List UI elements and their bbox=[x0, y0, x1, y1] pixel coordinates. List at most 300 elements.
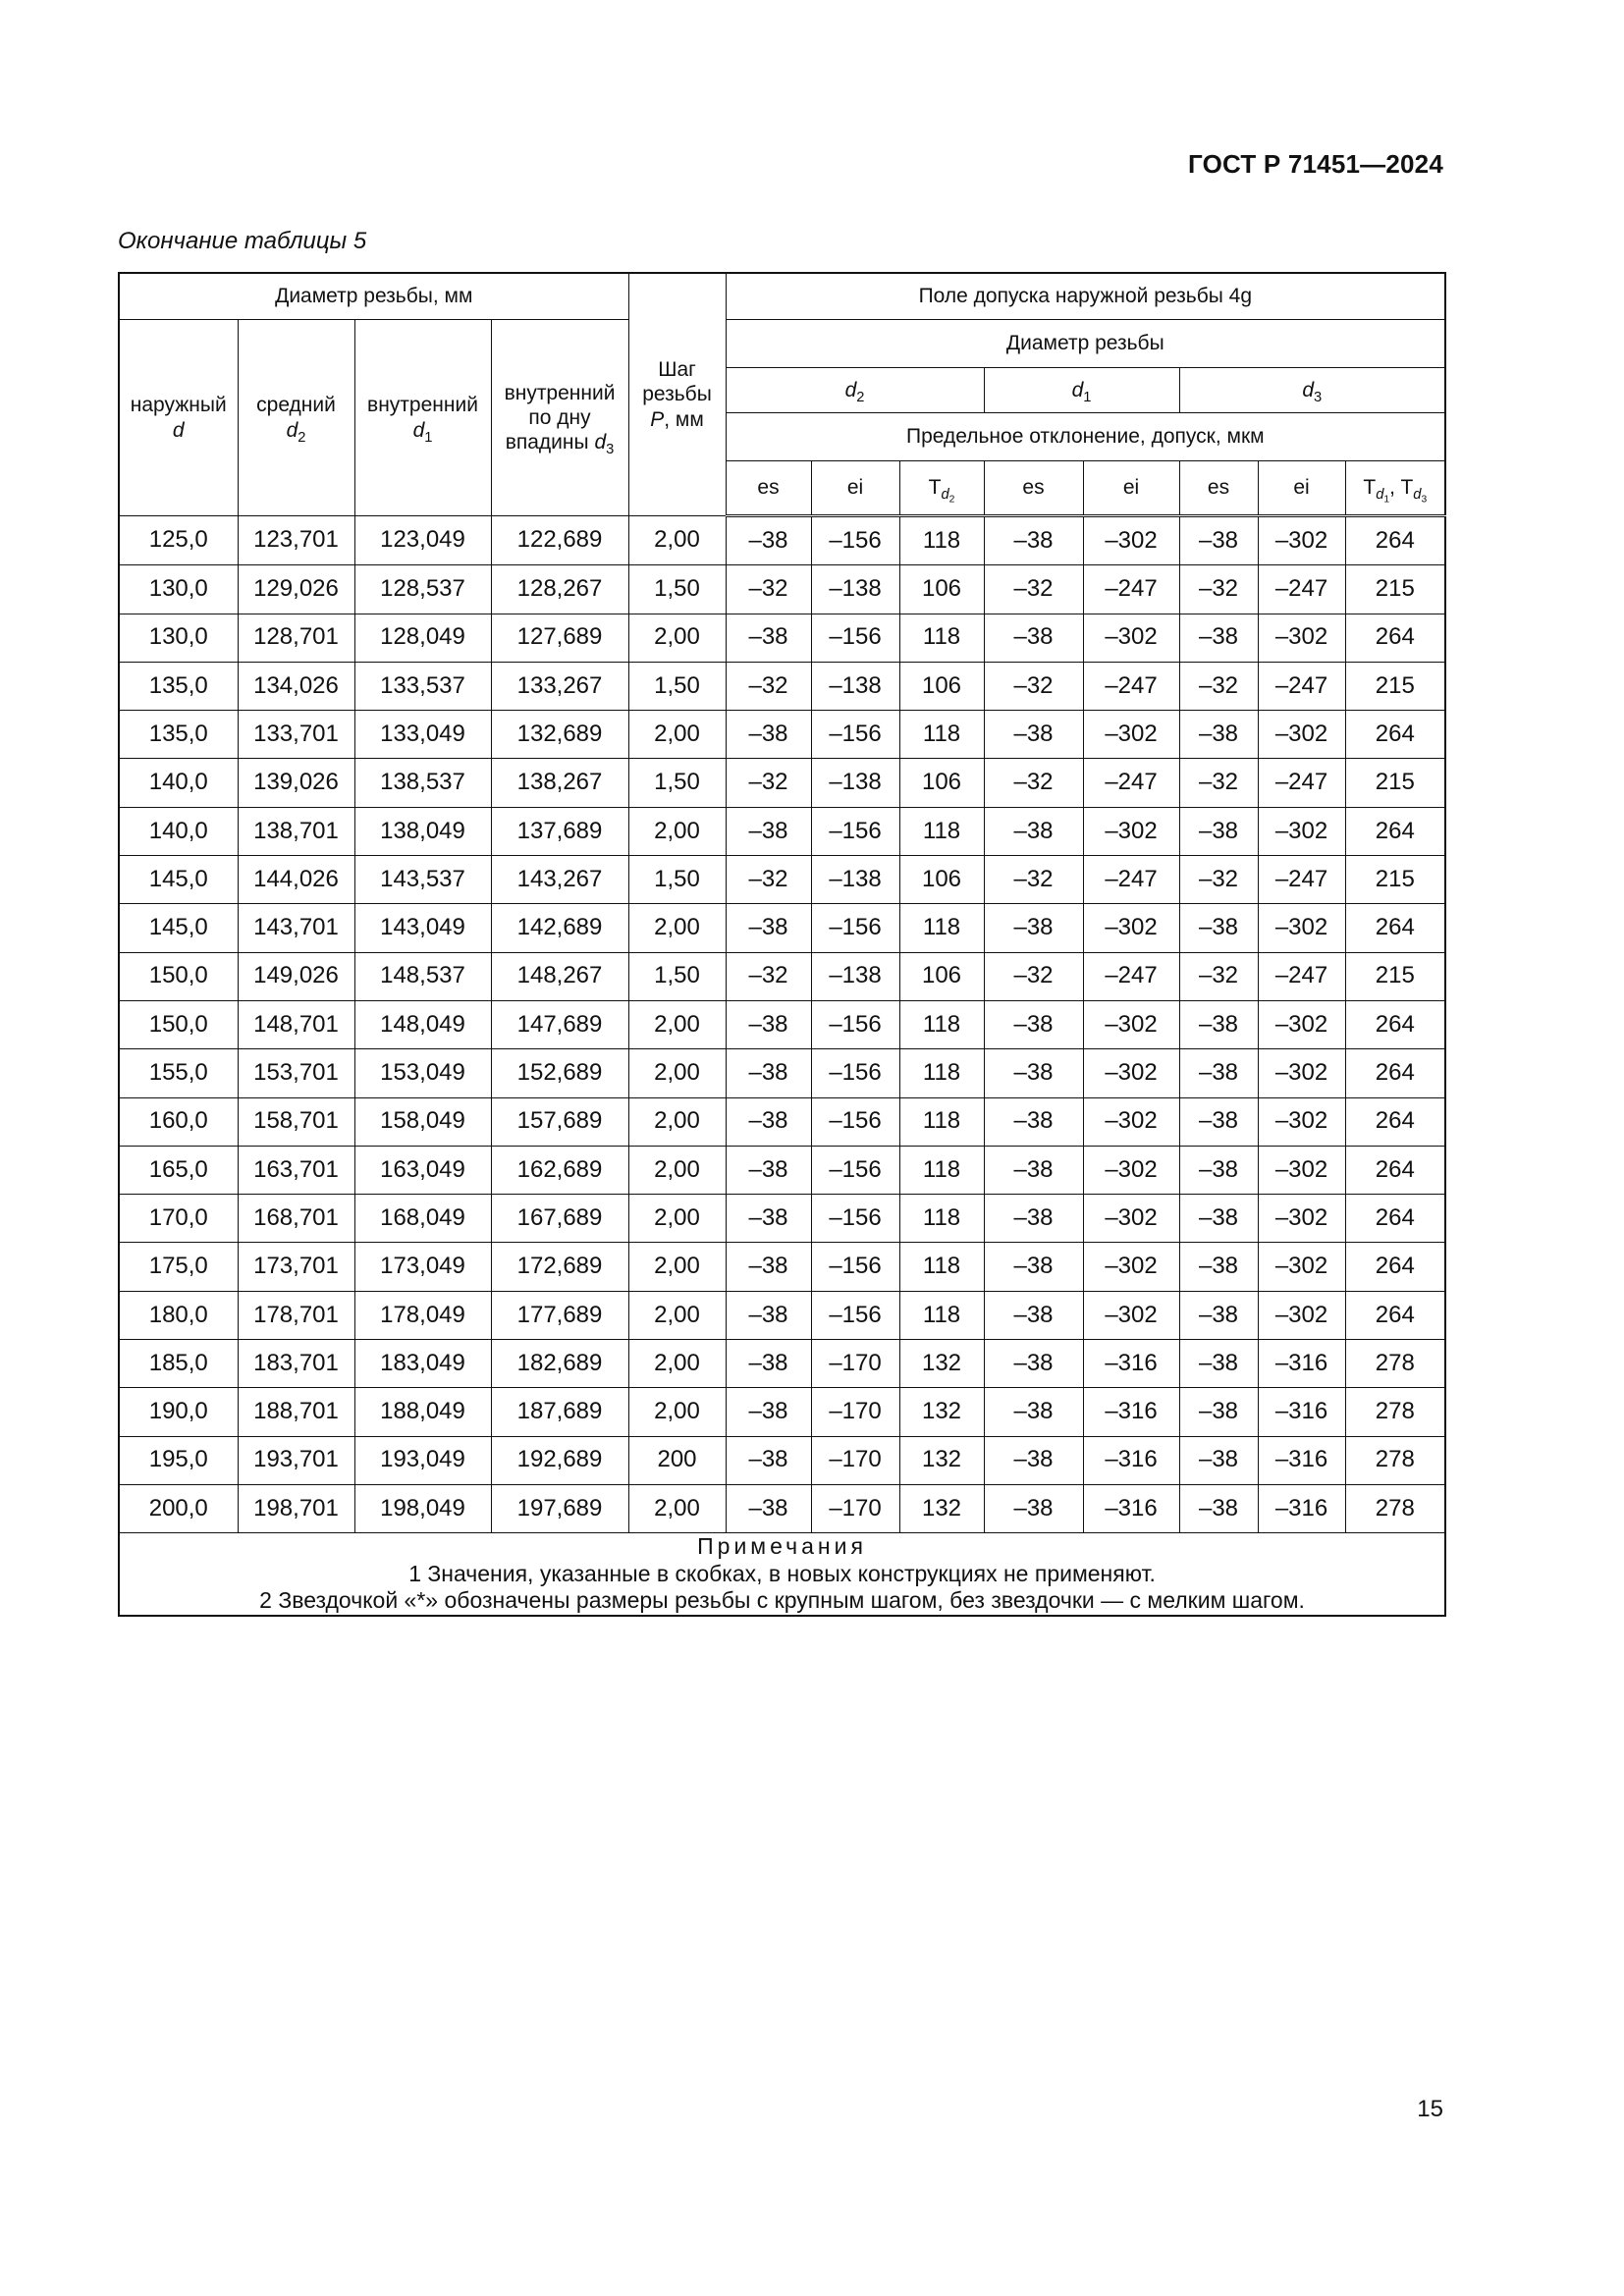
table-cell: 264 bbox=[1345, 1000, 1445, 1048]
table-cell: 264 bbox=[1345, 1097, 1445, 1146]
table-cell: –170 bbox=[811, 1484, 899, 1532]
table-cell: 183,701 bbox=[238, 1340, 354, 1388]
table-cell: –302 bbox=[1083, 904, 1179, 952]
table-cell: 148,049 bbox=[354, 1000, 491, 1048]
table-cell: –38 bbox=[726, 904, 811, 952]
table-cell: –302 bbox=[1258, 1097, 1345, 1146]
table-cell: –38 bbox=[1179, 1146, 1258, 1194]
table-cell: –32 bbox=[984, 856, 1083, 904]
table-cell: 123,049 bbox=[354, 516, 491, 565]
header-thread-diameter: Диаметр резьбы bbox=[726, 320, 1445, 368]
table-cell: –38 bbox=[726, 1291, 811, 1339]
header-deviation: Предельное отклонение, допуск, мкм bbox=[726, 413, 1445, 461]
table-row bbox=[119, 565, 1445, 614]
table-cell: –38 bbox=[726, 1340, 811, 1388]
table-cell: 215 bbox=[1345, 952, 1445, 1000]
table-row bbox=[119, 1049, 1445, 1097]
table-cell: 153,701 bbox=[238, 1049, 354, 1097]
table-cell: –32 bbox=[726, 565, 811, 614]
table-cell: 128,267 bbox=[491, 565, 628, 614]
table-cell: –32 bbox=[726, 759, 811, 807]
table-cell: –38 bbox=[1179, 614, 1258, 662]
table-cell: 118 bbox=[899, 904, 984, 952]
table-cell: 148,537 bbox=[354, 952, 491, 1000]
table-cell: –138 bbox=[811, 952, 899, 1000]
table-cell: 145,0 bbox=[119, 856, 238, 904]
table-cell: –32 bbox=[726, 952, 811, 1000]
table-cell: –38 bbox=[726, 1146, 811, 1194]
table-cell: 264 bbox=[1345, 614, 1445, 662]
table-cell: –156 bbox=[811, 1049, 899, 1097]
table-cell: –32 bbox=[1179, 565, 1258, 614]
table-cell: 193,049 bbox=[354, 1436, 491, 1484]
table-cell: 278 bbox=[1345, 1388, 1445, 1436]
table-cell: 215 bbox=[1345, 565, 1445, 614]
table-cell: 180,0 bbox=[119, 1291, 238, 1339]
table-cell: –316 bbox=[1258, 1388, 1345, 1436]
table-cell: –302 bbox=[1083, 614, 1179, 662]
header-diameter-group: Диаметр резьбы, мм bbox=[119, 273, 628, 320]
table-cell: 138,267 bbox=[491, 759, 628, 807]
table-cell: –38 bbox=[726, 614, 811, 662]
table-cell: 140,0 bbox=[119, 759, 238, 807]
table-cell: –302 bbox=[1083, 807, 1179, 855]
table-cell: 149,026 bbox=[238, 952, 354, 1000]
table-cell: 118 bbox=[899, 614, 984, 662]
table-cell: –247 bbox=[1083, 856, 1179, 904]
table-cell: 133,049 bbox=[354, 711, 491, 759]
table-cell: 264 bbox=[1345, 904, 1445, 952]
table-cell: 128,701 bbox=[238, 614, 354, 662]
table-cell: –32 bbox=[1179, 952, 1258, 1000]
table-cell: –38 bbox=[726, 1484, 811, 1532]
table-row bbox=[119, 1436, 1445, 1484]
table-cell: –32 bbox=[1179, 759, 1258, 807]
table-cell: –302 bbox=[1083, 1243, 1179, 1291]
table-cell: –170 bbox=[811, 1436, 899, 1484]
table-cell: 118 bbox=[899, 1243, 984, 1291]
table-cell: –316 bbox=[1258, 1484, 1345, 1532]
table-row bbox=[119, 614, 1445, 662]
table-cell: 178,701 bbox=[238, 1291, 354, 1339]
table-cell: 2,00 bbox=[628, 1000, 726, 1048]
table-cell: 150,0 bbox=[119, 952, 238, 1000]
table-cell: 118 bbox=[899, 711, 984, 759]
table-cell: –38 bbox=[984, 614, 1083, 662]
table-cell: –38 bbox=[1179, 1436, 1258, 1484]
note-item: 1 Значения, указанные в скобках, в новых конструкциях не применяют. bbox=[408, 1560, 1156, 1586]
table-cell: –38 bbox=[984, 1436, 1083, 1484]
table-cell: –32 bbox=[984, 759, 1083, 807]
table-cell: 148,701 bbox=[238, 1000, 354, 1048]
table-cell: –247 bbox=[1258, 856, 1345, 904]
table-cell: 118 bbox=[899, 1195, 984, 1243]
table-cell: 135,0 bbox=[119, 711, 238, 759]
notes-title: Примечания bbox=[697, 1533, 867, 1560]
table-cell: 1,50 bbox=[628, 565, 726, 614]
table-row bbox=[119, 952, 1445, 1000]
table-cell: –38 bbox=[726, 1195, 811, 1243]
table-cell: 106 bbox=[899, 662, 984, 710]
table-cell: –38 bbox=[984, 1291, 1083, 1339]
table-cell: –156 bbox=[811, 1291, 899, 1339]
table-cell: 132,689 bbox=[491, 711, 628, 759]
table-cell: 134,026 bbox=[238, 662, 354, 710]
table-cell: –38 bbox=[1179, 516, 1258, 565]
table-cell: 118 bbox=[899, 516, 984, 565]
table-cell: –38 bbox=[726, 807, 811, 855]
table-cell: –38 bbox=[726, 1436, 811, 1484]
table-cell: 132 bbox=[899, 1436, 984, 1484]
table-caption: Окончание таблицы 5 bbox=[118, 228, 367, 254]
table-cell: –38 bbox=[984, 1097, 1083, 1146]
table-cell: 157,689 bbox=[491, 1097, 628, 1146]
table-cell: 2,00 bbox=[628, 1146, 726, 1194]
table-cell: 215 bbox=[1345, 662, 1445, 710]
table-cell: 2,00 bbox=[628, 1049, 726, 1097]
table-cell: 133,537 bbox=[354, 662, 491, 710]
table-cell: 195,0 bbox=[119, 1436, 238, 1484]
table-cell: 178,049 bbox=[354, 1291, 491, 1339]
table-cell: –32 bbox=[984, 662, 1083, 710]
table-cell: –32 bbox=[984, 952, 1083, 1000]
table-cell: –38 bbox=[984, 807, 1083, 855]
table-cell: 175,0 bbox=[119, 1243, 238, 1291]
table-cell: –38 bbox=[1179, 807, 1258, 855]
table-cell: 187,689 bbox=[491, 1388, 628, 1436]
table-cell: 143,267 bbox=[491, 856, 628, 904]
table-cell: 132 bbox=[899, 1388, 984, 1436]
table-cell: –38 bbox=[984, 904, 1083, 952]
table-cell: 168,701 bbox=[238, 1195, 354, 1243]
table-cell: 170,0 bbox=[119, 1195, 238, 1243]
table-cell: –38 bbox=[726, 1388, 811, 1436]
table-cell: 155,0 bbox=[119, 1049, 238, 1097]
table-cell: 193,701 bbox=[238, 1436, 354, 1484]
table-cell: –38 bbox=[1179, 1195, 1258, 1243]
table-row bbox=[119, 1243, 1445, 1291]
table-cell: 132 bbox=[899, 1340, 984, 1388]
table-cell: 215 bbox=[1345, 856, 1445, 904]
header-d2-ei: ei bbox=[811, 461, 899, 516]
table-cell: –138 bbox=[811, 565, 899, 614]
table-cell: –138 bbox=[811, 662, 899, 710]
table-cell: –38 bbox=[1179, 1484, 1258, 1532]
table-cell: 2,00 bbox=[628, 1340, 726, 1388]
header-d3-ei: ei bbox=[1258, 461, 1345, 516]
table-cell: 143,537 bbox=[354, 856, 491, 904]
table-cell: –247 bbox=[1083, 759, 1179, 807]
table-cell: 142,689 bbox=[491, 904, 628, 952]
table-cell: –156 bbox=[811, 1097, 899, 1146]
table-cell: –38 bbox=[1179, 1000, 1258, 1048]
header-d2-es: es bbox=[726, 461, 811, 516]
table-cell: 185,0 bbox=[119, 1340, 238, 1388]
table-cell: 143,049 bbox=[354, 904, 491, 952]
table-cell: –316 bbox=[1258, 1340, 1345, 1388]
table-cell: –38 bbox=[726, 1000, 811, 1048]
table-cell: 132 bbox=[899, 1484, 984, 1532]
table-cell: 2,00 bbox=[628, 1195, 726, 1243]
table-cell: –302 bbox=[1258, 516, 1345, 565]
table-cell: 2,00 bbox=[628, 1097, 726, 1146]
header-d2-tol: $T_{d_2}$ bbox=[899, 461, 984, 516]
header-inner-diameter: внутренний $d_1$ bbox=[354, 320, 491, 516]
header-group-d2: $d_2$ bbox=[726, 368, 984, 413]
table-cell: –302 bbox=[1083, 1097, 1179, 1146]
table-cell: 192,689 bbox=[491, 1436, 628, 1484]
table-cell: 162,689 bbox=[491, 1146, 628, 1194]
table-cell: –32 bbox=[726, 856, 811, 904]
table-cell: 1,50 bbox=[628, 662, 726, 710]
header-group-d3: $d_3$ bbox=[1179, 368, 1445, 413]
table-cell: 123,701 bbox=[238, 516, 354, 565]
table-cell: 182,689 bbox=[491, 1340, 628, 1388]
page-number: 15 bbox=[1417, 2096, 1443, 2122]
table-cell: 264 bbox=[1345, 1291, 1445, 1339]
table-cell: 150,0 bbox=[119, 1000, 238, 1048]
table-cell: –302 bbox=[1083, 711, 1179, 759]
table-row bbox=[119, 1484, 1445, 1532]
table-cell: 144,026 bbox=[238, 856, 354, 904]
table-cell: –38 bbox=[1179, 904, 1258, 952]
table-row bbox=[119, 1195, 1445, 1243]
header-d1-ei: ei bbox=[1083, 461, 1179, 516]
table-cell: 129,026 bbox=[238, 565, 354, 614]
table-cell: 118 bbox=[899, 807, 984, 855]
table-cell: –38 bbox=[726, 1243, 811, 1291]
table-cell: 198,049 bbox=[354, 1484, 491, 1532]
table-cell: 264 bbox=[1345, 516, 1445, 565]
table-cell: –302 bbox=[1258, 904, 1345, 952]
table-cell: –302 bbox=[1083, 1195, 1179, 1243]
table-cell: 173,701 bbox=[238, 1243, 354, 1291]
table-cell: 278 bbox=[1345, 1340, 1445, 1388]
table-cell: –302 bbox=[1083, 1049, 1179, 1097]
table-cell: 138,049 bbox=[354, 807, 491, 855]
table-cell: 197,689 bbox=[491, 1484, 628, 1532]
header-mean-diameter: средний $d_2$ bbox=[238, 320, 354, 516]
header-group-d1: $d_1$ bbox=[984, 368, 1179, 413]
table-cell: 1,50 bbox=[628, 856, 726, 904]
table-cell: –316 bbox=[1083, 1484, 1179, 1532]
table-cell: 138,537 bbox=[354, 759, 491, 807]
table-cell: –302 bbox=[1258, 1000, 1345, 1048]
table-cell: –38 bbox=[984, 1484, 1083, 1532]
table-cell: –247 bbox=[1083, 952, 1179, 1000]
table-cell: –302 bbox=[1083, 1146, 1179, 1194]
table-cell: –38 bbox=[726, 516, 811, 565]
table-notes bbox=[119, 1533, 1445, 1616]
table-cell: –156 bbox=[811, 1195, 899, 1243]
table-cell: 190,0 bbox=[119, 1388, 238, 1436]
table-cell: 2,00 bbox=[628, 807, 726, 855]
table-cell: 128,537 bbox=[354, 565, 491, 614]
table-cell: –38 bbox=[1179, 1291, 1258, 1339]
header-d3-es: es bbox=[1179, 461, 1258, 516]
header-pitch: Шаг резьбы P, мм bbox=[628, 273, 726, 516]
table-cell: –156 bbox=[811, 711, 899, 759]
table-cell: –170 bbox=[811, 1388, 899, 1436]
table-row bbox=[119, 1097, 1445, 1146]
table-cell: 172,689 bbox=[491, 1243, 628, 1291]
table-cell: 1,50 bbox=[628, 759, 726, 807]
table-cell: 118 bbox=[899, 1291, 984, 1339]
table-cell: 147,689 bbox=[491, 1000, 628, 1048]
table-cell: –32 bbox=[984, 565, 1083, 614]
table-cell: –316 bbox=[1258, 1436, 1345, 1484]
table-cell: 198,701 bbox=[238, 1484, 354, 1532]
table-cell: 158,049 bbox=[354, 1097, 491, 1146]
table-cell: 163,049 bbox=[354, 1146, 491, 1194]
table-cell: –302 bbox=[1258, 614, 1345, 662]
table-cell: –38 bbox=[984, 1195, 1083, 1243]
table-row bbox=[119, 1291, 1445, 1339]
header-outer-diameter: наружный d bbox=[119, 320, 238, 516]
table-cell: 264 bbox=[1345, 1243, 1445, 1291]
table-cell: 106 bbox=[899, 856, 984, 904]
table-cell: –156 bbox=[811, 1243, 899, 1291]
table-cell: –156 bbox=[811, 1146, 899, 1194]
header-d1-d3-tol: $T_{d_1}$, $T_{d_3}$ bbox=[1345, 461, 1445, 516]
table-cell: –38 bbox=[984, 1000, 1083, 1048]
table-cell: 264 bbox=[1345, 1195, 1445, 1243]
table-cell: –38 bbox=[1179, 711, 1258, 759]
table-cell: –38 bbox=[984, 711, 1083, 759]
table-cell: 106 bbox=[899, 952, 984, 1000]
table-cell: –302 bbox=[1258, 1146, 1345, 1194]
table-row bbox=[119, 856, 1445, 904]
table-cell: –302 bbox=[1258, 711, 1345, 759]
table-cell: 173,049 bbox=[354, 1243, 491, 1291]
table-cell: –38 bbox=[984, 516, 1083, 565]
table-row bbox=[119, 1146, 1445, 1194]
table-cell: –38 bbox=[984, 1146, 1083, 1194]
table-cell: –38 bbox=[1179, 1388, 1258, 1436]
table-cell: 168,049 bbox=[354, 1195, 491, 1243]
table-cell: 135,0 bbox=[119, 662, 238, 710]
table-cell: 118 bbox=[899, 1000, 984, 1048]
table-cell: 130,0 bbox=[119, 565, 238, 614]
table-cell: –38 bbox=[984, 1340, 1083, 1388]
table-row bbox=[119, 1388, 1445, 1436]
table-cell: 2,00 bbox=[628, 1243, 726, 1291]
table-cell: –170 bbox=[811, 1340, 899, 1388]
table-cell: –156 bbox=[811, 1000, 899, 1048]
table-cell: 264 bbox=[1345, 807, 1445, 855]
table-cell: –32 bbox=[1179, 662, 1258, 710]
table-cell: 264 bbox=[1345, 1146, 1445, 1194]
table-cell: –138 bbox=[811, 759, 899, 807]
table-cell: –38 bbox=[984, 1388, 1083, 1436]
table-cell: –38 bbox=[726, 1049, 811, 1097]
table-cell: –316 bbox=[1083, 1340, 1179, 1388]
table-cell: –156 bbox=[811, 516, 899, 565]
table-cell: 138,701 bbox=[238, 807, 354, 855]
table-cell: 278 bbox=[1345, 1484, 1445, 1532]
table-cell: 133,267 bbox=[491, 662, 628, 710]
table-cell: 215 bbox=[1345, 759, 1445, 807]
table-row bbox=[119, 759, 1445, 807]
table-cell: 200 bbox=[628, 1436, 726, 1484]
table-cell: 165,0 bbox=[119, 1146, 238, 1194]
table-body bbox=[119, 516, 1445, 1533]
table-cell: 1,50 bbox=[628, 952, 726, 1000]
table-cell: 148,267 bbox=[491, 952, 628, 1000]
table-cell: –316 bbox=[1083, 1388, 1179, 1436]
table-cell: 127,689 bbox=[491, 614, 628, 662]
table-cell: –32 bbox=[726, 662, 811, 710]
table-cell: –247 bbox=[1258, 565, 1345, 614]
table-cell: 2,00 bbox=[628, 711, 726, 759]
thread-tolerance-table bbox=[118, 272, 1446, 1617]
table-cell: –156 bbox=[811, 614, 899, 662]
table-cell: 118 bbox=[899, 1146, 984, 1194]
table-cell: –247 bbox=[1258, 952, 1345, 1000]
table-cell: 2,00 bbox=[628, 1388, 726, 1436]
table-cell: –38 bbox=[1179, 1049, 1258, 1097]
table-cell: 177,689 bbox=[491, 1291, 628, 1339]
table-cell: 145,0 bbox=[119, 904, 238, 952]
table-row bbox=[119, 711, 1445, 759]
table-cell: 200,0 bbox=[119, 1484, 238, 1532]
table-cell: –156 bbox=[811, 807, 899, 855]
table-cell: –38 bbox=[984, 1243, 1083, 1291]
table-cell: –302 bbox=[1258, 1243, 1345, 1291]
table-cell: –302 bbox=[1258, 1195, 1345, 1243]
table-cell: –302 bbox=[1083, 1291, 1179, 1339]
table-cell: 160,0 bbox=[119, 1097, 238, 1146]
table-cell: 128,049 bbox=[354, 614, 491, 662]
table-cell: 2,00 bbox=[628, 1291, 726, 1339]
table-cell: 2,00 bbox=[628, 904, 726, 952]
table-cell: –302 bbox=[1258, 807, 1345, 855]
table-cell: –247 bbox=[1083, 662, 1179, 710]
table-cell: 183,049 bbox=[354, 1340, 491, 1388]
table-cell: –38 bbox=[726, 711, 811, 759]
table-cell: –247 bbox=[1258, 662, 1345, 710]
header-d1-es: es bbox=[984, 461, 1083, 516]
header-root-diameter: внутренний по дну впадины $d_3$ bbox=[491, 320, 628, 516]
table-cell: –38 bbox=[1179, 1243, 1258, 1291]
header-tolerance-field: Поле допуска наружной резьбы 4g bbox=[726, 273, 1445, 320]
table-cell: –247 bbox=[1258, 759, 1345, 807]
table-cell: 188,701 bbox=[238, 1388, 354, 1436]
table-row bbox=[119, 516, 1445, 565]
table-cell: 122,689 bbox=[491, 516, 628, 565]
table-cell: 264 bbox=[1345, 1049, 1445, 1097]
table-cell: 158,701 bbox=[238, 1097, 354, 1146]
table-cell: –302 bbox=[1258, 1049, 1345, 1097]
table-cell: 118 bbox=[899, 1097, 984, 1146]
table-cell: 125,0 bbox=[119, 516, 238, 565]
table-cell: 278 bbox=[1345, 1436, 1445, 1484]
table-cell: 188,049 bbox=[354, 1388, 491, 1436]
table-cell: 143,701 bbox=[238, 904, 354, 952]
table-cell: 2,00 bbox=[628, 1484, 726, 1532]
standard-code: ГОСТ Р 71451—2024 bbox=[1188, 149, 1443, 179]
table-row bbox=[119, 1000, 1445, 1048]
table-cell: 167,689 bbox=[491, 1195, 628, 1243]
table-cell: –38 bbox=[726, 1097, 811, 1146]
table-cell: 140,0 bbox=[119, 807, 238, 855]
table-cell: 118 bbox=[899, 1049, 984, 1097]
table-cell: 2,00 bbox=[628, 516, 726, 565]
table-cell: –138 bbox=[811, 856, 899, 904]
table-cell: –302 bbox=[1258, 1291, 1345, 1339]
table-cell: 139,026 bbox=[238, 759, 354, 807]
table-cell: –302 bbox=[1083, 1000, 1179, 1048]
